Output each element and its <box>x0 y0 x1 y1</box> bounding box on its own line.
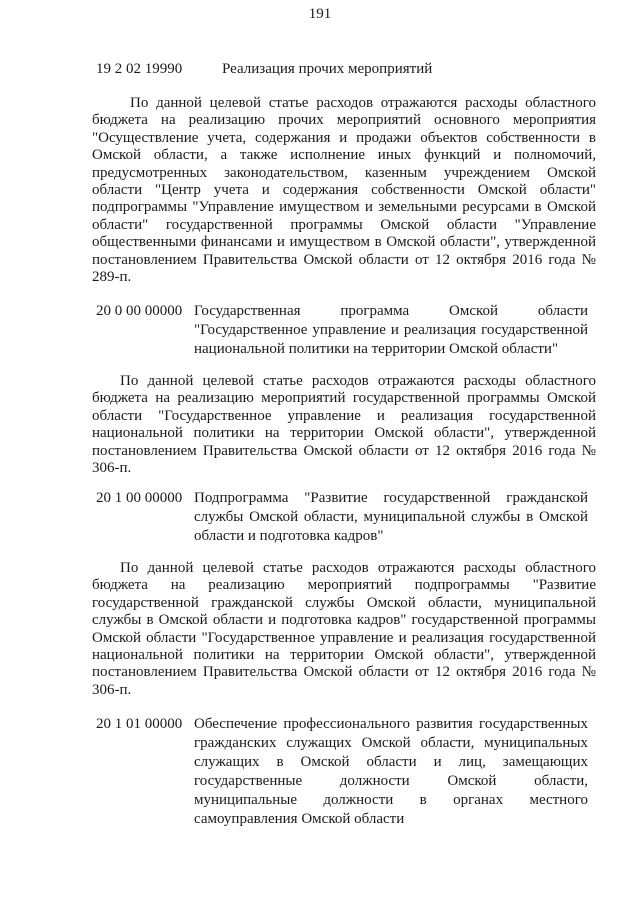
section-title: Государственная программа Омской области "Государственное управление и реализация государственной национальной политики на территории Омской области" <box>194 303 588 357</box>
budget-code: 19 2 02 19990 <box>96 61 183 77</box>
budget-code: 20 0 00 00000 <box>96 303 183 319</box>
section-description: По данной целевой статье расходов отражаются расходы областного бюджета на реализацию прочих мероприятий основного мероприятия "Осуществление учета, содержания и продажи объектов собственности в Омской области, а также исполнение иных функций и полномочий, предусмотренных законодательством, казенным учреждением Омской области "Центр учета и содержания собственности Омской области" подпрограммы "Управление имуществом и земельными ресурсами в Омской области" государственной программы Омской области "Управление общественными финансами и имуществом в Омской области", утвержденной постановлением Правительства Омской области от 12 октября 2016 года № 289-п. <box>92 95 596 286</box>
section-description: По данной целевой статье расходов отражаются расходы областного бюджета на реализацию мероприятий государственной программы Омской области "Государственное управление и реализация государственной национальной политики на территории Омской области", утвержденной постановлением Правительства Омской области от 12 октября 2016 года № 306-п. <box>92 373 596 477</box>
section-description: По данной целевой статье расходов отражаются расходы областного бюджета на реализацию мероприятий подпрограммы "Развитие государственной гражданской службы Омской области, муниципальной службы в Омской области и подготовка кадров" государственной программы Омской области "Государственное управление и реализация государственной национальной политики на территории Омской области", утвержденной постановлением Правительства Омской области от 12 октября 2016 года № 306-п. <box>92 560 596 698</box>
section-title: Реализация прочих мероприятий <box>222 61 433 77</box>
section-title: Подпрограмма "Развитие государственной гражданской службы Омской области, муниципальной службы в Омской области и подготовка кадров" <box>194 490 588 544</box>
budget-code: 20 1 01 00000 <box>96 716 183 732</box>
budget-code: 20 1 00 00000 <box>96 490 183 506</box>
page-number: 191 <box>308 6 332 22</box>
section-title: Обеспечение профессионального развития государственных гражданских служащих Омской области, муниципальных служащих в Омской области и лиц, замещающих государственные должности Омской области, муниципальные должности в органах местного самоуправления Омской области <box>194 716 588 827</box>
